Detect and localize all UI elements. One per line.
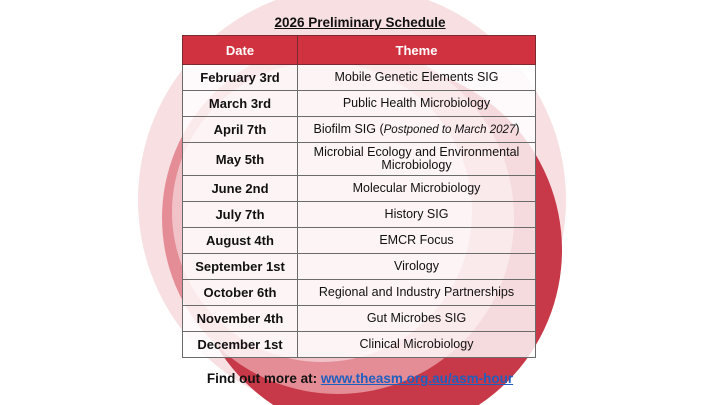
table-row <box>183 332 536 358</box>
date-cell: July 7th <box>183 202 298 228</box>
theme-cell: Regional and Industry Partnerships <box>298 280 536 306</box>
table-row <box>183 202 536 228</box>
table-row <box>183 306 536 332</box>
date-cell: May 5th <box>183 143 298 176</box>
theme-cell: Clinical Microbiology <box>298 332 536 358</box>
theme-text-tail: ) <box>515 121 520 136</box>
date-cell: September 1st <box>183 254 298 280</box>
theme-cell: Mobile Genetic Elements SIG <box>298 65 536 91</box>
date-cell: March 3rd <box>183 91 298 117</box>
schedule-table <box>182 35 536 358</box>
page-title: 2026 Preliminary Schedule <box>274 15 446 30</box>
table-row <box>183 176 536 202</box>
date-cell: February 3rd <box>183 65 298 91</box>
theme-cell: Virology <box>298 254 536 280</box>
postponed-note: Postponed to March 2027 <box>383 123 516 136</box>
theme-cell: EMCR Focus <box>298 228 536 254</box>
date-cell: December 1st <box>183 332 298 358</box>
table-row <box>183 117 536 143</box>
footer-prefix: Find out more at: <box>206 371 318 386</box>
theme-column-header: Theme <box>298 36 536 65</box>
table-row <box>183 91 536 117</box>
theme-cell: Gut Microbes SIG <box>298 306 536 332</box>
table-header-row <box>183 36 536 65</box>
theme-cell <box>298 117 536 143</box>
date-cell: June 2nd <box>183 176 298 202</box>
theme-cell: Microbial Ecology and Environmental Microbiology <box>298 143 536 176</box>
table-row <box>183 228 536 254</box>
footer <box>0 369 720 389</box>
date-cell: November 4th <box>183 306 298 332</box>
theme-cell: Public Health Microbiology <box>298 91 536 117</box>
table-row <box>183 254 536 280</box>
table-row <box>183 65 536 91</box>
website-link[interactable]: www.theasm.org.au/asm-hour <box>320 371 514 386</box>
date-column-header: Date <box>183 36 298 65</box>
theme-cell: Molecular Microbiology <box>298 176 536 202</box>
table-row <box>183 280 536 306</box>
theme-text: Biofilm SIG ( <box>313 121 384 136</box>
theme-cell: History SIG <box>298 202 536 228</box>
date-cell: April 7th <box>183 117 298 143</box>
table-row <box>183 143 536 176</box>
date-cell: October 6th <box>183 280 298 306</box>
date-cell: August 4th <box>183 228 298 254</box>
